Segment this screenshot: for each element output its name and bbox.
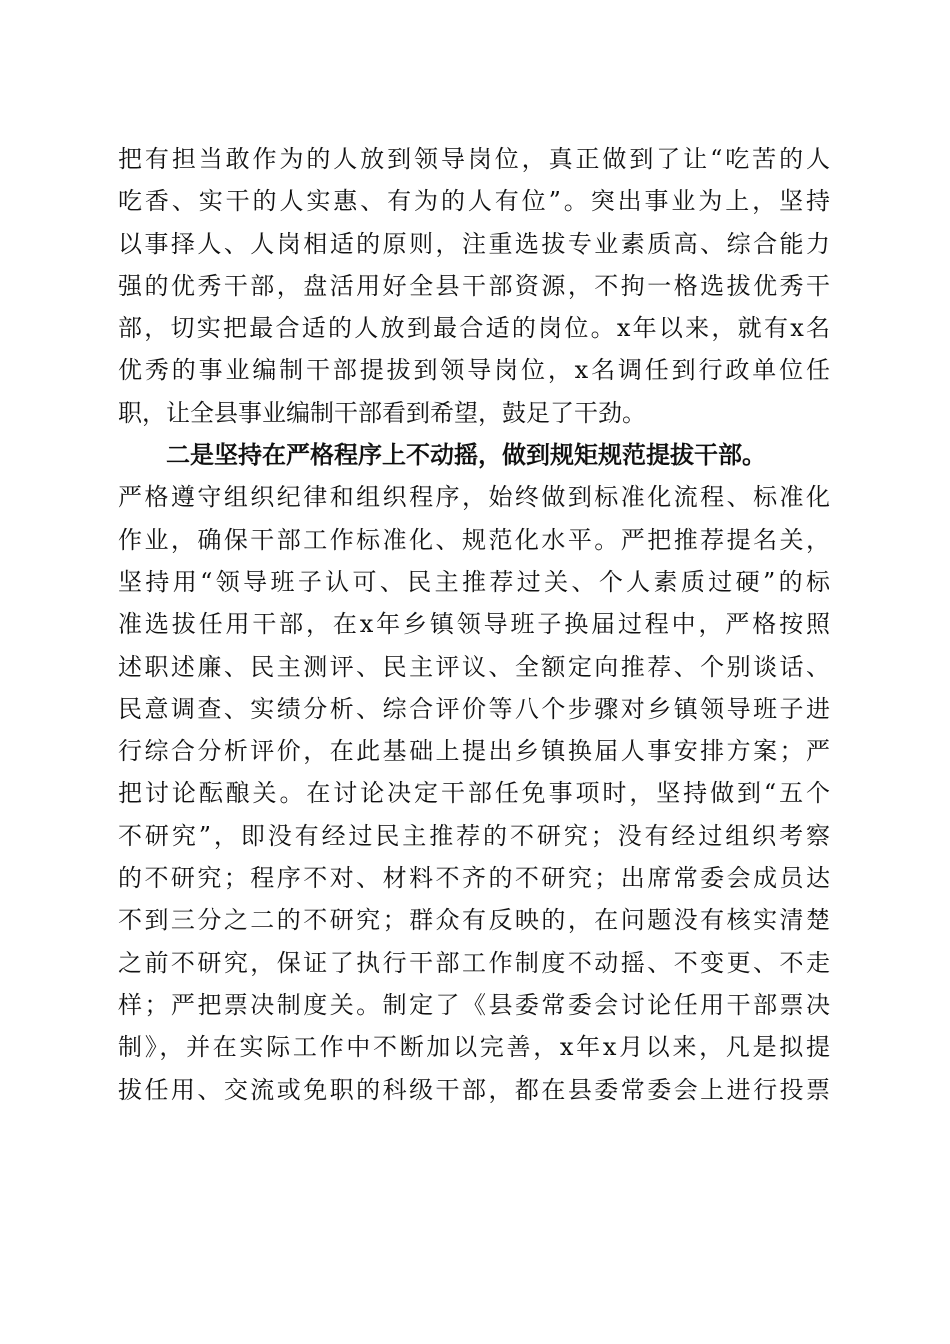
document-body (118, 138, 830, 1111)
text-line: 样；严把票决制度关。制定了《县委常委会讨论任用干部票决 (118, 990, 830, 1019)
text-line: 民意调查、实绩分析、综合评价等八个步骤对乡镇领导班子进 (118, 694, 830, 723)
text-line: 不研究”，即没有经过民主推荐的不研究；没有经过组织考察 (118, 821, 830, 850)
text-line: 职，让全县事业编制干部看到希望，鼓足了干劲。 (118, 398, 646, 427)
text-line: 吃香、实干的人实惠、有为的人有位”。突出事业为上，坚持 (118, 187, 830, 216)
text-line: 严格遵守组织纪律和组织程序，始终做到标准化流程、标准化 (118, 483, 830, 512)
text-line: 优秀的事业编制干部提拔到领导岗位，x名调任到行政单位任 (118, 356, 830, 385)
text-line: 坚持用“领导班子认可、民主推荐过关、个人素质过硬”的标 (118, 567, 830, 596)
text-line: 强的优秀干部，盘活用好全县干部资源，不拘一格选拔优秀干 (118, 271, 830, 300)
text-line: 拔任用、交流或免职的科级干部，都在县委常委会上进行投票 (118, 1075, 830, 1104)
text-line: 的不研究；程序不对、材料不齐的不研究；出席常委会成员达 (118, 864, 830, 893)
text-line: 以事择人、人岗相适的原则，注重选拔专业素质高、综合能力 (118, 229, 830, 258)
text-line: 作业，确保干部工作标准化、规范化水平。严把推荐提名关， (118, 525, 830, 554)
section-heading-line: 二是坚持在严格程序上不动摇，做到规矩规范提拔干部。 (166, 440, 766, 470)
text-line: 述职述廉、民主测评、民主评议、全额定向推荐、个别谈话、 (118, 652, 830, 681)
text-line: 之前不研究，保证了执行干部工作制度不动摇、不变更、不走 (118, 948, 830, 977)
text-line: 部，切实把最合适的人放到最合适的岗位。x年以来，就有x名 (118, 314, 830, 343)
text-line: 不到三分之二的不研究；群众有反映的，在问题没有核实清楚 (118, 906, 830, 935)
text-line: 行综合分析评价，在此基础上提出乡镇换届人事安排方案；严 (118, 737, 830, 766)
text-line: 把有担当敢作为的人放到领导岗位，真正做到了让“吃苦的人 (118, 145, 830, 173)
text-line: 制》，并在实际工作中不断加以完善，x年x月以来，凡是拟提 (118, 1033, 830, 1062)
text-line: 准选拔任用干部，在x年乡镇领导班子换届过程中，严格按照 (118, 610, 830, 639)
text-line: 把讨论酝酿关。在讨论决定干部任免事项时，坚持做到“五个 (118, 779, 830, 808)
